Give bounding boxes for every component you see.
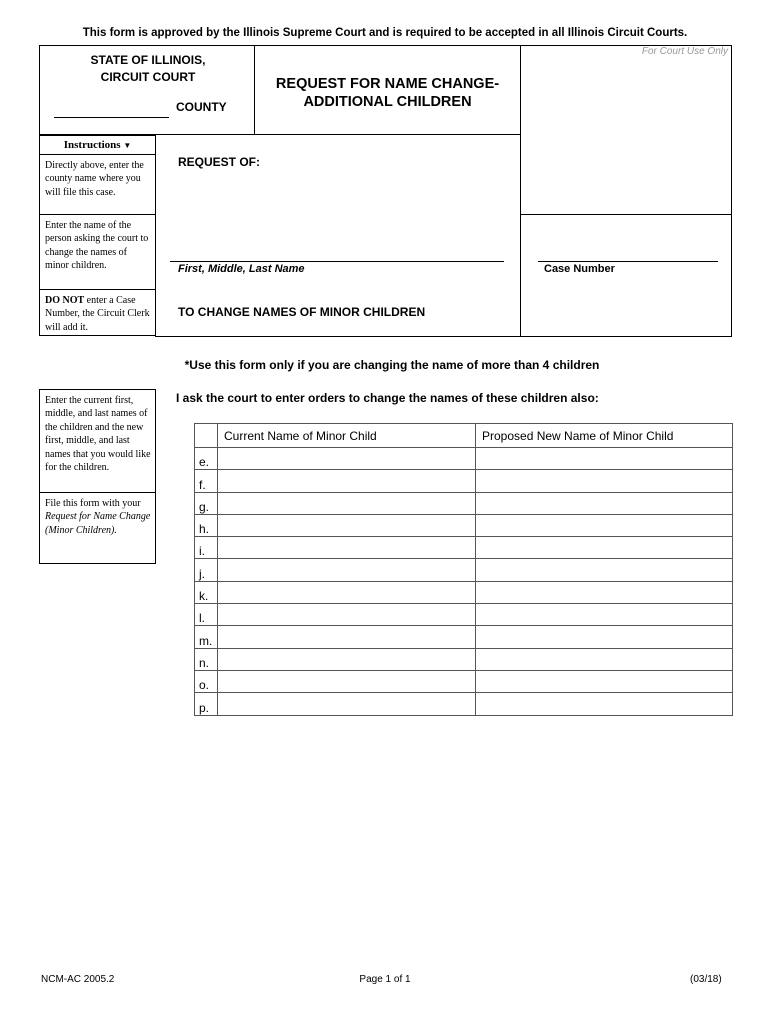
file-note-text: File this form with your (45, 498, 141, 509)
court-use-label: For Court Use Only (641, 46, 728, 57)
table-row (195, 448, 733, 470)
do-not-emphasis: DO NOT (45, 295, 85, 306)
proposed-name-header: Proposed New Name of Minor Child (476, 424, 733, 448)
usage-note: *Use this form only if you are changing the name of more than 4 children (184, 358, 600, 372)
table-row (195, 604, 733, 626)
proposed-name-field[interactable] (476, 514, 733, 536)
case-note-text: enter a Case Number, the Circuit Clerk will add it. (45, 295, 150, 333)
row-letter: g. (195, 492, 218, 514)
current-name-field[interactable] (218, 470, 476, 492)
request-of-label: REQUEST OF: (178, 155, 261, 169)
revision-date: (03/18) (690, 974, 722, 985)
current-name-field[interactable] (218, 670, 476, 692)
proposed-name-field[interactable] (476, 648, 733, 670)
current-name-header: Current Name of Minor Child (218, 424, 476, 448)
case-number-label: Case Number (544, 263, 615, 275)
instruction-case-number (39, 289, 156, 336)
form-title-line-2: ADDITIONAL CHILDREN (303, 94, 472, 110)
change-names-label: TO CHANGE NAMES OF MINOR CHILDREN (178, 305, 426, 319)
table-row (195, 693, 733, 715)
instruction-file-with (39, 492, 156, 564)
row-letter: h. (195, 514, 218, 536)
table-row (195, 492, 733, 514)
case-number-input-line[interactable] (538, 261, 718, 262)
row-letter: o. (195, 670, 218, 692)
table-row (195, 470, 733, 492)
instruction-county: Directly above, enter the county name where you will file this case. (39, 154, 156, 215)
form-code: NCM-AC 2005.2 (41, 974, 115, 985)
children-names-table (194, 423, 733, 716)
table-row (195, 648, 733, 670)
instructions-label: Instructions (63, 139, 121, 151)
name-hint: First, Middle, Last Name (178, 263, 305, 275)
current-name-field[interactable] (218, 448, 476, 470)
current-name-field[interactable] (218, 537, 476, 559)
instructions-header[interactable] (39, 135, 156, 155)
row-letter: m. (195, 626, 218, 648)
requester-name-input-line[interactable] (170, 261, 504, 262)
ask-court-statement: I ask the court to enter orders to change the names of these children also: (176, 391, 599, 405)
table-row (195, 514, 733, 536)
row-letter: p. (195, 693, 218, 715)
proposed-name-field[interactable] (476, 581, 733, 603)
table-row (195, 626, 733, 648)
proposed-name-field[interactable] (476, 492, 733, 514)
row-letter: j. (195, 559, 218, 581)
table-row (195, 559, 733, 581)
table-row (195, 537, 733, 559)
current-name-field[interactable] (218, 559, 476, 581)
row-letter: e. (195, 448, 218, 470)
section-divider (155, 336, 521, 337)
proposed-name-field[interactable] (476, 693, 733, 715)
file-note-form-name: Request for Name Change (Minor Children). (45, 511, 151, 536)
case-number-cell (520, 214, 732, 337)
proposed-name-field[interactable] (476, 604, 733, 626)
instruction-requester: Enter the name of the person asking the court to change the names of minor children. (39, 214, 156, 290)
table-header-row (195, 424, 733, 448)
row-letter: f. (195, 470, 218, 492)
circuit-court-label: CIRCUIT COURT (100, 70, 196, 84)
row-letter: k. (195, 581, 218, 603)
row-letter: n. (195, 648, 218, 670)
county-input-line[interactable] (54, 117, 169, 118)
table-row (195, 581, 733, 603)
current-name-field[interactable] (218, 514, 476, 536)
instruction-children-names: Enter the current first, middle, and last names of the children and the new first, middle, and last names that you would like for the children. (39, 389, 156, 493)
current-name-field[interactable] (218, 604, 476, 626)
page-number: Page 1 of 1 (359, 974, 411, 985)
proposed-name-field[interactable] (476, 559, 733, 581)
current-name-field[interactable] (218, 626, 476, 648)
proposed-name-field[interactable] (476, 537, 733, 559)
caret-down-icon: ▼ (123, 141, 132, 150)
proposed-name-field[interactable] (476, 448, 733, 470)
proposed-name-field[interactable] (476, 470, 733, 492)
proposed-name-field[interactable] (476, 670, 733, 692)
court-approval-banner: This form is approved by the Illinois Supreme Court and is required to be accepted in all Illinois Circuit Courts. (82, 27, 688, 39)
current-name-field[interactable] (218, 693, 476, 715)
state-label: STATE OF ILLINOIS, (90, 53, 206, 67)
current-name-field[interactable] (218, 648, 476, 670)
current-name-field[interactable] (218, 492, 476, 514)
row-letter: i. (195, 537, 218, 559)
form-title (255, 75, 520, 111)
county-label: COUNTY (176, 100, 227, 114)
court-use-box (520, 45, 732, 215)
form-title-line-1: REQUEST FOR NAME CHANGE- (275, 76, 500, 92)
row-letter: l. (195, 604, 218, 626)
letter-column-header (195, 424, 218, 448)
current-name-field[interactable] (218, 581, 476, 603)
table-row (195, 670, 733, 692)
proposed-name-field[interactable] (476, 626, 733, 648)
